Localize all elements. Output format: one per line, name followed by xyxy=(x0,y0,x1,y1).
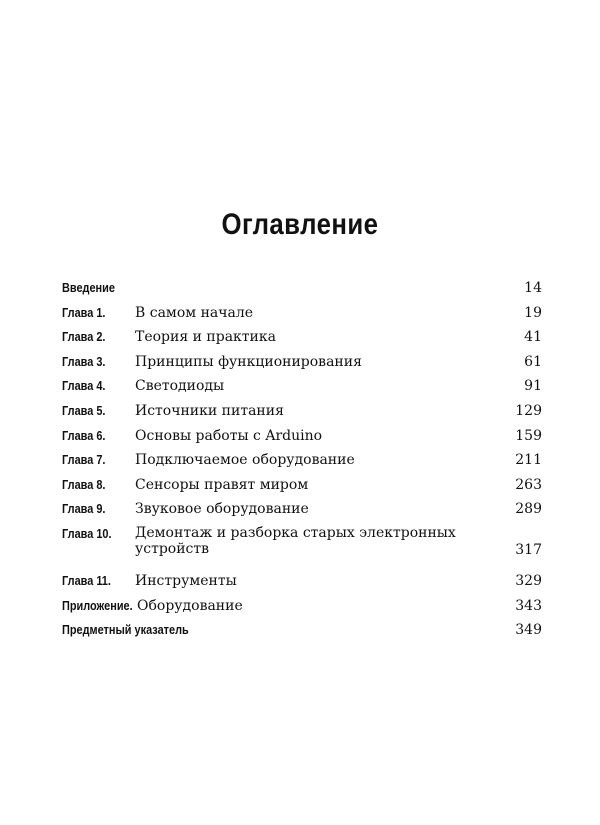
entry-page-number: 329 xyxy=(515,572,542,589)
toc-entry-appendix xyxy=(62,597,542,622)
entry-page-number: 263 xyxy=(515,476,542,493)
entry-title: Источники питания xyxy=(135,402,284,419)
entry-label: Глава 3. xyxy=(62,353,106,369)
entry-page-number: 317 xyxy=(515,541,542,558)
entry-page-number: 129 xyxy=(515,402,542,419)
entry-title: Подключаемое оборудование xyxy=(135,452,355,469)
entry-title: Светодиоды xyxy=(135,378,225,395)
entry-label: Глава 11. xyxy=(62,572,111,588)
toc-entry-chapter-5 xyxy=(62,402,542,427)
toc-entry-chapter-2 xyxy=(62,328,542,353)
entry-page-number: 61 xyxy=(524,353,542,370)
toc-entry-chapter-10 xyxy=(62,525,542,572)
entry-title: Демонтаж и разборка старых электронных устройств xyxy=(135,524,456,557)
entry-page-number: 19 xyxy=(524,304,542,321)
toc-entry-chapter-7 xyxy=(62,451,542,476)
entry-title: Звуковое оборудование xyxy=(135,501,309,518)
entry-page-number: 91 xyxy=(524,378,542,395)
entry-label: Глава 2. xyxy=(62,329,106,345)
entry-title: Сенсоры правят миром xyxy=(135,476,309,493)
entry-page-number: 211 xyxy=(515,452,542,469)
entry-title: Принципы функционирования xyxy=(135,353,362,370)
toc-entry-chapter-9 xyxy=(62,500,542,525)
entry-page-number: 14 xyxy=(524,280,542,296)
entry-label: Введение xyxy=(62,280,115,295)
toc-entry-chapter-6 xyxy=(62,427,542,452)
entry-label: Глава 7. xyxy=(62,452,106,468)
entry-page-number: 289 xyxy=(515,501,542,518)
entry-label: Глава 9. xyxy=(62,501,106,517)
toc-entry-index xyxy=(62,621,542,646)
toc-entry-chapter-8 xyxy=(62,476,542,501)
entry-label: Глава 1. xyxy=(62,304,106,320)
toc-entry-chapter-3 xyxy=(62,353,542,378)
toc-entry-chapter-4 xyxy=(62,377,542,402)
entry-page-number: 349 xyxy=(515,622,542,639)
entry-label: Приложение. xyxy=(62,597,133,613)
page-title: Оглавление xyxy=(221,208,379,241)
entry-title: Теория и практика xyxy=(135,329,276,346)
entry-title: Основы работы с Arduino xyxy=(135,427,323,444)
entry-label: Глава 6. xyxy=(62,427,106,443)
entry-title: Оборудование xyxy=(137,597,243,614)
entry-label: Глава 10. xyxy=(62,525,112,541)
toc-entry-chapter-1 xyxy=(62,304,542,329)
entry-page-number: 343 xyxy=(515,597,542,614)
entry-title: Инструменты xyxy=(135,572,237,589)
entry-label: Предметный указатель xyxy=(62,622,189,638)
entry-label: Глава 4. xyxy=(62,378,106,394)
table-of-contents xyxy=(62,279,542,646)
entry-label: Глава 5. xyxy=(62,402,106,418)
entry-page-number: 159 xyxy=(515,427,542,444)
entry-page-number: 41 xyxy=(524,329,542,346)
entry-label: Глава 8. xyxy=(62,476,106,492)
toc-entry-introduction xyxy=(62,279,542,304)
toc-entry-chapter-11 xyxy=(62,572,542,597)
entry-title: В самом начале xyxy=(135,304,254,321)
